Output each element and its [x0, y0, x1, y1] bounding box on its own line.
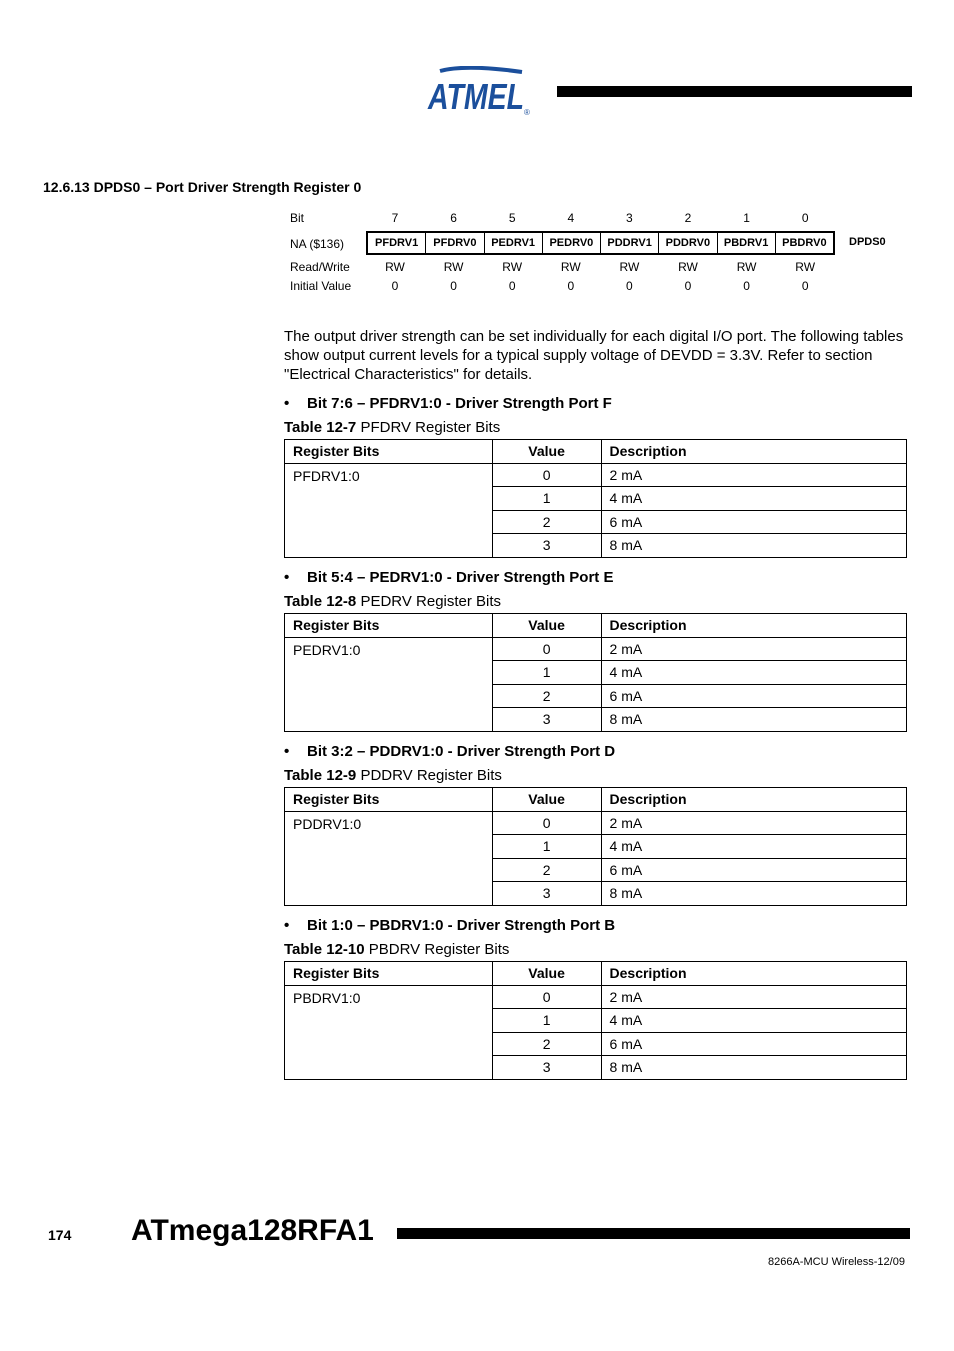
- initial-value: 0: [391, 279, 399, 293]
- value-cell: 3: [492, 534, 601, 558]
- value-cell: 1: [492, 487, 601, 511]
- bullet-heading: • Bit 7:6 – PFDRV1:0 - Driver Strength Port F: [284, 395, 612, 412]
- svg-text:®: ®: [524, 108, 530, 116]
- column-header: Register Bits: [285, 614, 493, 638]
- access-mode: RW: [619, 260, 640, 274]
- atmel-logo: [426, 66, 530, 116]
- description-cell: 8 mA: [601, 1056, 906, 1080]
- table-caption: Table 12-9 PDDRV Register Bits: [284, 767, 502, 784]
- value-cell: 1: [492, 661, 601, 685]
- bit-number: 0: [801, 211, 809, 225]
- table-header-row: [285, 788, 907, 812]
- description-cell: 8 mA: [601, 882, 906, 906]
- bullet-heading: • Bit 5:4 – PEDRV1:0 - Driver Strength Port E: [284, 569, 614, 586]
- description-cell: 4 mA: [601, 1009, 906, 1033]
- description-cell: 2 mA: [601, 811, 906, 835]
- bit-field: PBDRV1: [717, 233, 775, 253]
- value-cell: 2: [492, 684, 601, 708]
- access-mode: RW: [385, 260, 405, 274]
- initial-value: 0: [684, 279, 692, 293]
- bit-number: 7: [391, 211, 399, 225]
- register-bits-table: [284, 613, 907, 732]
- bit-row-label: Bit: [290, 211, 305, 225]
- table-header-row: [285, 440, 907, 464]
- column-header: Value: [492, 788, 601, 812]
- access-mode: RW: [443, 260, 464, 274]
- description-cell: 2 mA: [601, 463, 906, 487]
- register-bits-cell: PDDRV1:0: [285, 811, 493, 905]
- bit-field: PFDRV1: [375, 237, 419, 249]
- column-header: Description: [601, 788, 906, 812]
- register-bits-cell: PBDRV1:0: [285, 985, 493, 1079]
- bullet-icon: •: [284, 395, 290, 412]
- description-cell: 8 mA: [601, 708, 906, 732]
- bullet-heading: • Bit 3:2 – PDDRV1:0 - Driver Strength Port D: [284, 743, 616, 760]
- bit-number: 4: [567, 211, 575, 225]
- column-header: Description: [601, 440, 906, 464]
- document-title: ATmega128RFA1: [131, 1214, 374, 1247]
- value-cell: 3: [492, 1056, 601, 1080]
- table-row: [285, 463, 907, 487]
- table-header-row: [285, 962, 907, 986]
- register-name: DPDS0: [849, 236, 886, 248]
- initial-value: 0: [743, 279, 750, 293]
- read-write-label: Read/Write: [290, 260, 350, 274]
- column-header: Description: [601, 962, 906, 986]
- bit-number: 3: [626, 211, 633, 225]
- footer-rule: [397, 1228, 910, 1239]
- bit-field: PFDRV0: [425, 233, 483, 253]
- value-cell: 0: [492, 985, 601, 1009]
- bit-field: PEDRV0: [542, 233, 600, 253]
- bit-field: PDDRV1: [600, 233, 658, 253]
- initial-value: 0: [508, 279, 516, 293]
- table-header-row: [285, 614, 907, 638]
- column-header: Value: [492, 614, 601, 638]
- bit-field: PDDRV0: [658, 233, 716, 253]
- svg-text:ATMEL: ATMEL: [427, 76, 524, 116]
- bullet-icon: •: [284, 569, 290, 586]
- initial-value-label: Initial Value: [290, 279, 352, 293]
- section-heading: 12.6.13 DPDS0 – Port Driver Strength Register 0: [43, 179, 362, 195]
- header-rule: [557, 86, 912, 97]
- value-cell: 2: [492, 858, 601, 882]
- column-header: Register Bits: [285, 962, 493, 986]
- description-cell: 4 mA: [601, 661, 906, 685]
- access-mode: RW: [560, 260, 581, 274]
- page-number: 174: [48, 1227, 72, 1243]
- register-bits-table: [284, 439, 907, 558]
- value-cell: 3: [492, 882, 601, 906]
- value-cell: 1: [492, 835, 601, 859]
- bit-number: 1: [743, 211, 750, 225]
- value-cell: 1: [492, 1009, 601, 1033]
- table-caption: Table 12-7 PFDRV Register Bits: [284, 419, 501, 436]
- table-caption: Table 12-8 PEDRV Register Bits: [284, 593, 502, 610]
- description-cell: 6 mA: [601, 684, 906, 708]
- table-row: [285, 811, 907, 835]
- register-bits-cell: PFDRV1:0: [285, 463, 493, 557]
- value-cell: 0: [492, 637, 601, 661]
- bit-number: 6: [450, 211, 457, 225]
- description-cell: 2 mA: [601, 985, 906, 1009]
- bullet-icon: •: [284, 917, 290, 934]
- access-mode: RW: [736, 260, 757, 274]
- register-bits-table: [284, 961, 907, 1080]
- initial-value: 0: [626, 279, 633, 293]
- description-cell: 4 mA: [601, 487, 906, 511]
- description-cell: 4 mA: [601, 835, 906, 859]
- description-cell: 2 mA: [601, 637, 906, 661]
- register-bits-cell: PEDRV1:0: [285, 637, 493, 731]
- intro-paragraph: The output driver strength can be set individually for each digital I/O port. The following tables show output current levels for a typical supply voltage of DEVDD = 3.3V. Refer to section "Electrical Characteristics" for details.: [284, 328, 904, 383]
- column-header: Value: [492, 962, 601, 986]
- column-header: Value: [492, 440, 601, 464]
- description-cell: 6 mA: [601, 510, 906, 534]
- value-cell: 3: [492, 708, 601, 732]
- initial-value: 0: [450, 279, 457, 293]
- bit-number: 2: [684, 211, 692, 225]
- register-bits-table: [284, 787, 907, 906]
- table-caption: Table 12-10 PBDRV Register Bits: [284, 941, 510, 958]
- access-mode: RW: [678, 260, 698, 274]
- description-cell: 6 mA: [601, 1032, 906, 1056]
- access-mode: RW: [502, 260, 523, 274]
- value-cell: 0: [492, 811, 601, 835]
- access-mode: RW: [795, 260, 816, 274]
- document-reference: 8266A-MCU Wireless-12/09: [768, 1256, 905, 1268]
- description-cell: 6 mA: [601, 858, 906, 882]
- table-row: [285, 985, 907, 1009]
- initial-value: 0: [801, 279, 809, 293]
- bullet-heading: • Bit 1:0 – PBDRV1:0 - Driver Strength Port B: [284, 917, 616, 934]
- column-header: Register Bits: [285, 440, 493, 464]
- initial-value: 0: [567, 279, 575, 293]
- value-cell: 0: [492, 463, 601, 487]
- bit-field: PBDRV0: [775, 233, 833, 253]
- column-header: Register Bits: [285, 788, 493, 812]
- column-header: Description: [601, 614, 906, 638]
- bit-number: 5: [508, 211, 516, 225]
- table-row: [285, 637, 907, 661]
- bullet-icon: •: [284, 743, 290, 760]
- bit-field: PEDRV1: [484, 233, 542, 253]
- description-cell: 8 mA: [601, 534, 906, 558]
- value-cell: 2: [492, 510, 601, 534]
- value-cell: 2: [492, 1032, 601, 1056]
- address-label: NA ($136): [290, 237, 345, 251]
- register-fields: [366, 231, 835, 255]
